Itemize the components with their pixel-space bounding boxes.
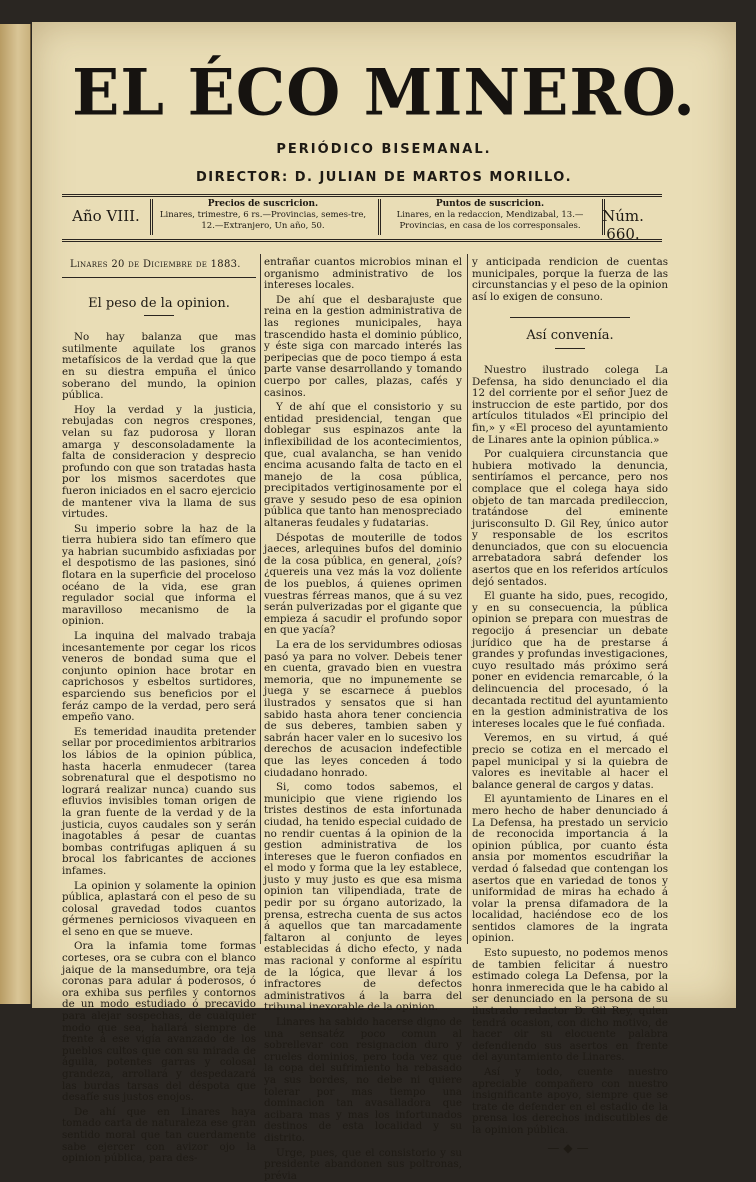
paragraph: Nuestro ilustrado colega La Defensa, ha sido denunciado el dia 12 del corriente por el señor Juez de instruccion de este partido, por dos artículos titulados «El principio del fin,» y «El proceso del ayuntamiento de Linares ante la opinion pública.» [472, 363, 668, 446]
paragraph: Veremos, en su virtud, á qué precio se cotiza en el mercado el papel municipal y si la quiebra de valores es inevitable al hacer el balance general de cargos y datas. [472, 732, 668, 791]
points-box [386, 199, 594, 235]
paragraph: y anticipada rendicion de cuentas municipales, porque la fuerza de las circunstancias y el peso de la opinion así lo exigen de consuno. [472, 256, 668, 303]
paragraph: El guante ha sido, pues, recogido, y en su consecuencia, la pública opinion se prepara con muestras de regocijo á presenciar un debate jurídico que ha de prestarse á grandes y profundas investigaciones, cuyo resultado más próximo será poner en evidencia remarcable, ó la delincuencia del procesado, ó la decantada rectitud del ayuntamiento en la gestion administrativa de los intereses locales que le fué confiada. [472, 590, 668, 730]
title-rule [144, 315, 174, 316]
info-bottom-rule [62, 239, 662, 242]
paragraph: La era de los servidumbres odiosas pasó ya para no volver. Debeis tener en cuenta, gravado bien en vuestra memoria, que no impunemente se juega y se escarnece á pueblos ilustrados y sensatos que si han sabido hasta ahora tener conciencia de sus deberes, tambien saben y sabrán hacer valer en lo sucesivo los derechos de acusacion indefectible que las leyes conceden á todo ciudadano honrado. [264, 639, 462, 779]
paragraph: Así y todo, cuente nuestro apreciable compañero con nuestro insignificante apoyo, siempre que se trate de defender en el estadio de la prensa los derechos indiscutibles de la opinion pública. [472, 1066, 668, 1136]
paragraph: La inquina del malvado trabaja incesantemente por cegar los ricos veneros de bondad suma que el conjunto opinion hace brotar en caprichosos y esbeltos surtidores, esparciendo sus beneficios por el feráz campo de la verdad, pero será empeño vano. [62, 630, 256, 724]
masthead-director: DIRECTOR: D. JULIAN DE MARTOS MORILLO. [195, 170, 573, 185]
info-bar [62, 197, 662, 243]
title-rule [555, 348, 585, 349]
paragraph: De ahí que en Linares haya tomado carta de naturaleza ese gran sentido moral que tan cuerdamente sabe ejercer con avizor ojo la opinion pública, para des- [62, 1105, 256, 1165]
article-title: El peso de la opinion. [88, 295, 230, 311]
dateline: Linares 20 de Diciembre de 1883. [70, 259, 241, 270]
book-spine [0, 24, 31, 1004]
paragraph: El ayuntamiento de Linares en el mero hecho de haber denunciado á La Defensa, ha prestado un servicio de reconocida importancia á la opinion pública, por cuanto ésta ansia por momentos escudriñar la verdad ó falsedad que contengan los asertos que en variedad de tonos y uniformidad de miras ha echado á volar la prensa difamadora de la localidad, haciéndose eco de los sentidos clamores de la ingrata opinion. [472, 793, 668, 945]
paragraph: No hay balanza que mas sutilmente aquilate los granos metafísicos de la verdad que la que en su diestra empuña el único soberano del mundo, la opinion pública. [62, 331, 256, 402]
prices-heading: Precios de suscricion. [207, 199, 319, 209]
column-3 [472, 256, 668, 1155]
prices-box [154, 199, 372, 235]
column-2 [264, 256, 462, 1182]
paragraph: Y de ahí que el consistorio y su entidad presidencial, tengan que doblegar sus espinazos ante la inflexibilidad de los acontecimientos, que, cual avalancha, se han venido encima acusando falta de tacto en el manejo de la cosa pública, precipitados vertiginosamente por el grave y sesudo peso de esa opinion pública que tanto han menospreciado altaneras feudales y fudatarias. [264, 401, 462, 530]
paragraph: Es temeridad inaudita pretender sellar por procedimientos arbitrarios los lábios de la opinion pública, hasta hacerla enmudecer (tarea sobrenatural que el despotismo no logrará realizar nunca) cuando sus efluvios invisibles toman origen de la gran fuente de la verdad y de la justicia, cuyos caudales son y serán inagotables á pesar de cuantas bombas contrifugas apliquen á su brocal los fabricantes de acciones infames. [62, 725, 256, 877]
paragraph: Hoy la verdad y la justicia, rebujadas con negros crespones, velan su faz pudorosa y lloran amarga y desconsoladamente la falta de consideracion y desprecio profundo con que son tratadas hasta por los mismos sacerdotes que fueron iniciados en el sacro ejercicio de mantener viva la llama de sus virtudes. [62, 403, 256, 521]
paragraph: Déspotas de mouterille de todos jaeces, arlequines bufos del dominio de la cosa pública, en general, ¿oís? ¿quereis una vez más la voz doliente de los pueblos, á quienes oprimen vuestras férreas manos, que á su vez serán pulverizadas por el gigante que empieza á sacudir el profundo sopor en que yacía? [264, 531, 462, 637]
points-heading: Puntos de suscricion. [435, 199, 545, 209]
info-divider [150, 199, 153, 235]
article-separator [510, 317, 630, 318]
column-1 [62, 257, 256, 1165]
year-label: Año VIII. [72, 207, 140, 225]
issue-number: Núm. 660. [602, 207, 644, 243]
paragraph: Linares ha sabido hacerse digno de una sensatéz poco comun al sobrellevar con resignacion duro y crueles dominios, pero toda vez que la copa del sufrimiento ha rebasado ya sus bordes, no debe ni quiere tolerar por mas tiempo una dominacion tan avasalladora que acibara mas y mas los infortunados destinos de esta localidad y su distrito. [264, 1016, 462, 1144]
column-divider [467, 254, 468, 944]
article-title: Así convenía. [526, 328, 614, 344]
points-text: Linares, en la redaccion, Mendizabal, 13.—Provincias, en casa de los corresponsales. [396, 210, 584, 231]
paragraph: Urge, pues, que el consistorio y su presidente abandonen sus poltronas, prévia [264, 1146, 462, 1182]
paragraph: Si, como todos sabemos, el municipio que viene rigiendo los tristes destinos de esta infortunada ciudad, ha tenido especial cuidado de no rendir cuentas á la opinion de la gestion administrativa de los intereses que le fueron confiados en el modo y forma que la ley establece, justo y muy justo es que esa misma opinion tan vilipendiada, trate de pedir por su órgano autorizado, la prensa, estrecha cuenta de sus actos á aquellos que tan marcadamente faltaron al conjunto de leyes establecidas á dicho efecto, y nada mas racional y conforme al espíritu de la lógica, que llevar á los infractores de defectos administrativos á la barra del tribunal inexorable de la opinion. [264, 781, 462, 1014]
end-ornament: —◆— [547, 1140, 593, 1155]
info-divider [378, 199, 381, 235]
paragraph: Por cualquiera circunstancia que hubiera motivado la denuncia, sentiríamos el percance, pero nos complace que el colega haya sido objeto de tan marcada predileccion, tratándose del eminente jurisconsulto D. Gil Rey, único autor y responsable de los escritos denunciados, que con su elocuencia arrebatadora sabrá defender los asertos que en los referidos artículos dejó sentados. [472, 448, 668, 588]
paragraph: entrañar cuantos microbios minan el organismo administrativo de los intereses locales. [264, 256, 462, 292]
paragraph: Ora la infamia tome formas corteses, ora se cubra con el blanco jaique de la mansedumbre, ora teja coronas para adular á poderosos, ó ora exhiba sus perfiles y contornos de un modo estudiado ó precavido para alejar sospechas, de cualquier modo que sea, hallará siempre de frente á ese vigía avanzado de los pueblos cultos que con su mirada de águila, potentes garras y colosal grandeza, arrollará y despedazará las burdas tarsas del déspota que desafíe sus justos enojos. [62, 940, 256, 1104]
paragraph: Esto supuesto, no podemos menos de tambien felicitar á nuestro estimado colega La Defensa, por la honra inmerecida que le ha cabido al ser denunciado en la persona de su ilustrado redactor D. Gil Rey, quien tendrá ocasion, con dicho motivo, de hacer oir su elocuente palabra defendiendo sus asertos en frente del ayuntamiento de Linares. [472, 947, 668, 1064]
masthead-subtitle: PERIÓDICO BISEMANAL. [276, 142, 492, 157]
masthead-title: EL ÉCO MINERO. [72, 55, 696, 130]
newspaper-page [32, 22, 736, 1182]
paragraph: De ahí que el desbarajuste que reina en la gestion administrativa de las regiones municipales, haya trascendido hasta el dominio público, y éste siga con marcado interés las peripecias que de poco tiempo á esta parte vanse desarrollando y tomando cuerpo por calles, plazas, cafés y casinos. [264, 293, 462, 399]
dateline-rule [62, 277, 256, 278]
paragraph: La opinion y solamente la opinion pública, aplastará con el peso de su colosal gravedad todos cuantos gérmenes perniciosos vivaqueen en el seno en que se mueve. [62, 879, 256, 938]
column-divider [260, 254, 261, 944]
paragraph: Su imperio sobre la haz de la tierra hubiera sido tan efímero que ya habrian sucumbido asfixiadas por el despotismo de las pasiones, sinó flotara en la superficie del proceloso océano de la vida, ese gran regulador social que informa el maravilloso mecanismo de la opinion. [62, 522, 256, 628]
prices-text: Linares, trimestre, 6 rs.—Provincias, semes-tre, 12.—Extranjero, Un año, 50. [159, 210, 367, 231]
